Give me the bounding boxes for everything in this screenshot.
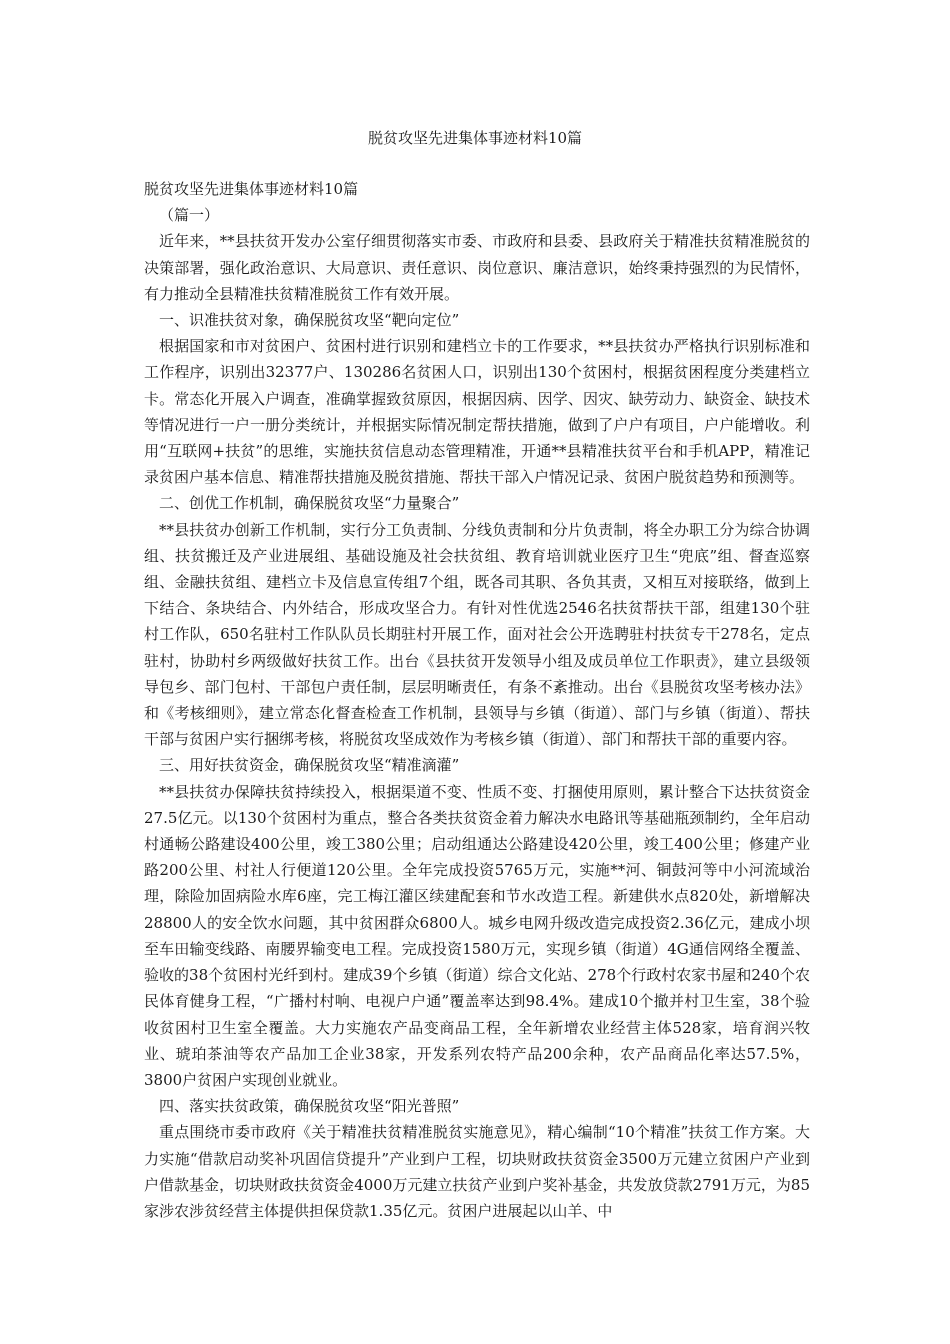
paragraph-section-3: **县扶贫办保障扶贫持续投入，根据渠道不变、性质不变、打捆使用原则，累计整合下达扶贫资金27.5亿元。以130个贫困村为重点，整合各类扶贫资金着力解决水电路讯等基础瓶颈制约，全年启动村通畅公路建设400公里，竣工380公里；启动组通达公路建设420公里，竣工400公里；修建产业路200公里、村社人行便道120公里。全年完成投资5765万元，实施**河、铜鼓河等中小河流域治理，除险加固病险水库6座，完工梅江灌区续建配套和节水改造工程。新建供水点820处，新增解决28800人的安全饮水问题，其中贫困群众6800人。城乡电网升级改造完成投资2.36亿元，建成小坝至车田输变线路、南腰界输变电工程。完成投资1580万元，实现乡镇（街道）4G通信网络全覆盖、验收的38个贫困村光纤到村。建成39个乡镇（街道）综合文化站、278个行政村农家书屋和240个农民体育健身工程，“广播村村响、电视户户通”覆盖率达到98.4%。建成10个撤并村卫生室，38个验收贫困村卫生室全覆盖。大力实施农产品变商品工程，全年新增农业经营主体528家，培育润兴牧业、琥珀茶油等农产品加工企业38家，开发系列农特产品200余种，农产品商品化率达57.5%，3800户贫困户实现创业就业。 — [144, 782, 810, 1089]
document-title: 脱贫攻坚先进集体事迹材料10篇 — [367, 129, 583, 147]
heading-section-2: 二、创优工作机制，确保脱贫攻坚“力量聚合” — [159, 494, 460, 513]
heading-section-3: 三、用好扶贫资金，确保脱贫攻坚“精准滴灌” — [159, 756, 460, 775]
section-label: （篇一） — [159, 206, 220, 225]
paragraph-section-4: 重点围绕市委市政府《关于精准扶贫精准脱贫实施意见》，精心编制“10个精准”扶贫工作方案。大力实施“借款启动奖补巩固信贷提升”产业到户工程，切块财政扶贫资金3500万元建立贫困户产业到户借款基金，切块财政扶贫资金4000万元建立扶贫产业到户奖补基金，共发放贷款2791万元，为85家涉农涉贫经营主体提供担保贷款1.35亿元。贫困户进展起以山羊、中 — [144, 1123, 810, 1220]
document-body — [144, 176, 810, 1224]
heading-section-4: 四、落实扶贫政策，确保脱贫攻坚“阳光普照” — [159, 1097, 460, 1116]
heading-section-1: 一、识准扶贫对象，确保脱贫攻坚“靶向定位” — [159, 311, 460, 330]
paragraph-section-1: 根据国家和市对贫困户、贫困村进行识别和建档立卡的工作要求，**县扶贫办严格执行识别标准和工作程序，识别出32377户、130286名贫困人口，识别出130个贫困村，根据贫困程度分类建档立卡。常态化开展入户调查，准确掌握致贫原因，根据因病、因学、因灾、缺劳动力、缺资金、缺技术等情况进行一户一册分类统计，并根据实际情况制定帮扶措施，做到了户户有项目，户户能增收。利用“互联网+扶贫”的思维，实施扶贫信息动态管理精准，开通**县精准扶贫平台和手机APP，精准记录贫困户基本信息、精准帮扶措施及脱贫措施、帮扶干部入户情况记录、贫困户脱贫趋势和预测等。 — [144, 337, 810, 487]
document-subtitle: 脱贫攻坚先进集体事迹材料10篇 — [144, 180, 359, 198]
paragraph-section-2: **县扶贫办创新工作机制，实行分工负责制、分线负责制和分片负责制，将全办职工分为综合协调组、扶贫搬迁及产业进展组、基础设施及社会扶贫组、教育培训就业医疗卫生“兜底”组、督查巡察组、金融扶贫组、建档立卡及信息宣传组7个组，既各司其职、各负其责，又相互对接联络，做到上下结合、条块结合、内外结合，形成攻坚合力。有针对性优选2546名扶贫帮扶干部，组建130个驻村工作队，650名驻村工作队队员长期驻村开展工作，面对社会公开选聘驻村扶贫专干278名，定点驻村，协助村乡两级做好扶贫工作。出台《县扶贫开发领导小组及成员单位工作职责》，建立县级领导包乡、部门包村、干部包户责任制，层层明晰责任，有条不紊推动。出台《县脱贫攻坚考核办法》和《考核细则》，建立常态化督查检查工作机制，县领导与乡镇（街道）、部门与乡镇（街道）、帮扶干部与贫困户实行捆绑考核，将脱贫攻坚成效作为考核乡镇（街道）、部门和帮扶干部的重要内容。 — [144, 520, 810, 749]
paragraph-intro: 近年来，**县扶贫开发办公室仔细贯彻落实市委、市政府和县委、县政府关于精准扶贫精准脱贫的决策部署，强化政治意识、大局意识、责任意识、岗位意识、廉洁意识，始终秉持强烈的为民情怀，有力推动全县精准扶贫精准脱贫工作有效开展。 — [144, 232, 810, 303]
